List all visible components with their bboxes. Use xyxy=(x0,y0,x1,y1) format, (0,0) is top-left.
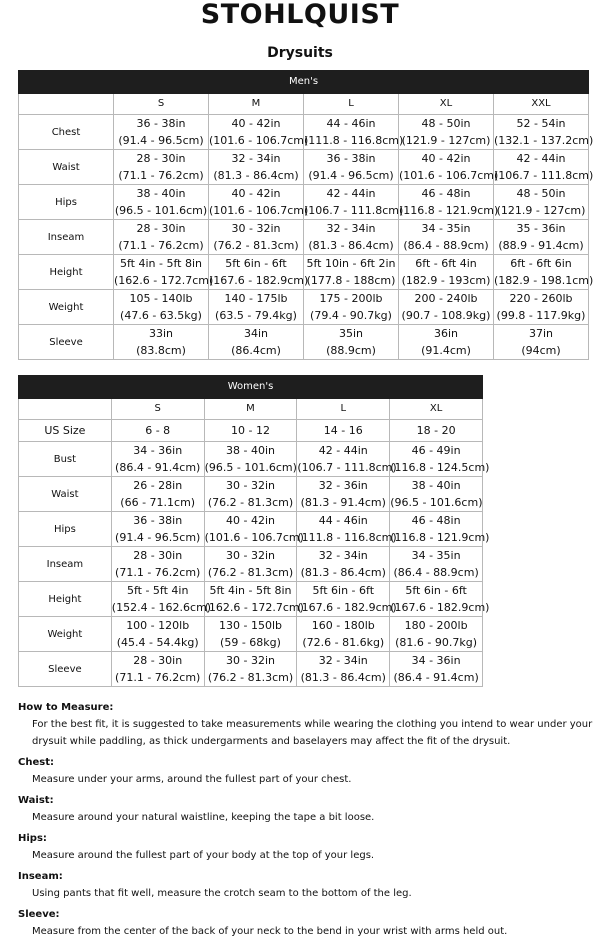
measurement-cell xyxy=(114,255,214,290)
metric-value: (91.4cm) xyxy=(421,344,471,357)
header-corner xyxy=(19,399,112,420)
size-header: XXL xyxy=(494,94,589,115)
measurement-cell xyxy=(297,652,390,687)
row-label: US Size xyxy=(19,420,112,442)
table-row xyxy=(19,150,589,185)
metric-value: (83.8cm) xyxy=(136,344,186,357)
measurement-cell xyxy=(114,220,209,255)
measurement-cell xyxy=(304,220,399,255)
imperial-value: 5ft 6in - 6ft xyxy=(312,584,375,597)
note-hips xyxy=(18,830,598,864)
table-row xyxy=(19,442,483,477)
imperial-value: 38 - 40in xyxy=(136,187,186,200)
imperial-value: 100 - 120lb xyxy=(126,619,190,632)
table-row xyxy=(19,582,483,617)
table-banner-row xyxy=(19,71,589,94)
imperial-value: 160 - 180lb xyxy=(311,619,375,632)
metric-value: (79.4 - 90.7kg) xyxy=(310,309,392,322)
table-banner: Women's xyxy=(19,376,483,399)
imperial-value: 220 - 260lb xyxy=(509,292,573,305)
measurement-cell xyxy=(304,325,399,360)
measurement-cell xyxy=(390,512,490,547)
row-label: Chest xyxy=(19,115,114,150)
measurement-cell xyxy=(390,652,483,687)
metric-value: (81.3 - 86.4cm) xyxy=(300,671,386,684)
metric-value: (167.6 - 182.9cm) xyxy=(209,274,309,287)
measurement-cell xyxy=(111,512,204,547)
note-text: Measure around the fullest part of your body at the top of your legs. xyxy=(32,850,375,861)
measurement-cell xyxy=(390,477,483,512)
note-chest xyxy=(18,754,598,788)
header-corner xyxy=(19,94,114,115)
measurement-cell xyxy=(399,185,499,220)
mens-size-table xyxy=(18,70,594,360)
metric-value: (81.3 - 86.4cm) xyxy=(300,566,386,579)
metric-value: (167.6 - 182.9cm) xyxy=(390,601,490,614)
metric-value: (106.7 - 111.8cm) xyxy=(297,461,397,474)
imperial-value: 38 - 40in xyxy=(411,479,461,492)
metric-value: (59 - 68kg) xyxy=(220,636,281,649)
row-label: Hips xyxy=(19,512,112,547)
imperial-value: 32 - 34in xyxy=(318,654,368,667)
metric-value: (63.5 - 79.4kg) xyxy=(215,309,297,322)
size-header-row xyxy=(19,399,483,420)
note-text: For the best fit, it is suggested to take measurements while wearing the clothing you intend to wear under your drysuit while paddling, as thick undergarments and baselayers may affect the fit of the drysuit. xyxy=(32,719,593,747)
measurement-cell xyxy=(390,617,483,652)
metric-value: (116.8 - 121.9cm) xyxy=(390,531,490,544)
metric-value: (182.9 - 198.1cm) xyxy=(494,274,594,287)
measurement-cell xyxy=(114,115,209,150)
imperial-value: 44 - 46in xyxy=(318,514,368,527)
row-label: Height xyxy=(19,582,112,617)
metric-value: (71.1 - 76.2cm) xyxy=(115,671,201,684)
measurement-cell xyxy=(494,290,589,325)
measurement-cell xyxy=(297,617,390,652)
measurement-cell xyxy=(390,547,483,582)
table-row xyxy=(19,185,589,220)
metric-value: (111.8 - 116.8cm) xyxy=(304,134,404,147)
measurement-cell xyxy=(494,150,594,185)
measurement-cell xyxy=(209,220,304,255)
metric-value: (177.8 - 188cm) xyxy=(306,274,396,287)
size-header: L xyxy=(304,94,399,115)
metric-value: (121.9 - 127cm) xyxy=(496,204,586,217)
imperial-value: 5ft 6in - 6ft xyxy=(225,257,287,270)
measurement-cell xyxy=(204,617,297,652)
metric-value: (86.4 - 91.4cm) xyxy=(115,461,201,474)
measurement-cell xyxy=(304,255,399,290)
measurement-cell xyxy=(297,582,397,617)
table-row xyxy=(19,325,589,360)
metric-value: (47.6 - 63.5kg) xyxy=(120,309,202,322)
row-label: Weight xyxy=(19,290,114,325)
note-sleeve xyxy=(18,906,598,940)
measurement-cell xyxy=(111,477,204,512)
metric-value: (71.1 - 76.2cm) xyxy=(118,239,204,252)
imperial-value: 42 - 44in xyxy=(516,152,566,165)
measurement-cell xyxy=(304,150,399,185)
metric-value: (96.5 - 101.6cm) xyxy=(204,461,297,474)
imperial-value: 30 - 32in xyxy=(226,479,275,492)
measurement-cell xyxy=(304,115,404,150)
note-heading: Hips: xyxy=(18,833,47,844)
metric-value: (86.4 - 91.4cm) xyxy=(393,671,479,684)
metric-value: (45.4 - 54.4kg) xyxy=(116,636,199,649)
measurement-cell xyxy=(209,255,309,290)
imperial-value: 26 - 28in xyxy=(133,479,183,492)
measurement-cell xyxy=(494,115,594,150)
imperial-value: 34in xyxy=(243,327,269,340)
metric-value: (101.6 - 106.7cm) xyxy=(209,204,309,217)
table-row xyxy=(19,547,483,582)
measurement-cell xyxy=(209,290,304,325)
imperial-value: 36 - 38in xyxy=(326,152,376,165)
measurement-cell xyxy=(111,442,204,477)
imperial-value: 28 - 30in xyxy=(136,152,186,165)
imperial-value: 5ft 4in - 5ft 8in xyxy=(120,257,202,270)
table-row xyxy=(19,512,483,547)
imperial-value: 46 - 49in xyxy=(411,444,461,457)
metric-value: (76.2 - 81.3cm) xyxy=(207,566,294,579)
metric-value: (88.9cm) xyxy=(326,344,376,357)
row-label: Height xyxy=(19,255,114,290)
metric-value: (86.4cm) xyxy=(231,344,281,357)
size-header: XL xyxy=(399,94,494,115)
us-size-cell: 18 - 20 xyxy=(390,420,483,442)
measurement-notes xyxy=(18,699,598,944)
imperial-value: 42 - 44in xyxy=(318,444,368,457)
metric-value: (81.3 - 86.4cm) xyxy=(308,239,394,252)
womens-size-table xyxy=(18,375,490,687)
row-label: Waist xyxy=(19,150,114,185)
table-row xyxy=(19,255,589,290)
imperial-value: 48 - 50in xyxy=(516,187,566,200)
imperial-value: 32 - 34in xyxy=(326,222,376,235)
measurement-cell xyxy=(494,220,589,255)
imperial-value: 105 - 140lb xyxy=(129,292,193,305)
measurement-cell xyxy=(297,477,390,512)
measurement-cell xyxy=(399,325,494,360)
metric-value: (81.3 - 86.4cm) xyxy=(213,169,299,182)
measurement-cell xyxy=(111,617,204,652)
measurement-cell xyxy=(204,652,297,687)
imperial-value: 6ft - 6ft 4in xyxy=(415,257,477,270)
metric-value: (101.6 - 106.7cm) xyxy=(399,169,499,182)
metric-value: (162.6 - 172.7cm) xyxy=(114,274,214,287)
row-label: Waist xyxy=(19,477,112,512)
measurement-cell xyxy=(494,255,594,290)
measurement-cell xyxy=(390,442,490,477)
measurement-cell xyxy=(204,547,297,582)
measurement-cell xyxy=(111,547,204,582)
measurement-cell xyxy=(297,442,397,477)
imperial-value: 6ft - 6ft 6in xyxy=(510,257,572,270)
measurement-cell xyxy=(390,582,490,617)
measurement-cell xyxy=(114,185,209,220)
metric-value: (71.1 - 76.2cm) xyxy=(118,169,204,182)
measurement-cell xyxy=(111,582,212,617)
metric-value: (81.3 - 91.4cm) xyxy=(300,496,386,509)
note-text: Measure from the center of the back of your neck to the bend in your wrist with arms held out. xyxy=(32,926,508,937)
imperial-value: 34 - 35in xyxy=(421,222,471,235)
imperial-value: 34 - 36in xyxy=(133,444,183,457)
size-header: XL xyxy=(390,399,483,420)
imperial-value: 46 - 48in xyxy=(421,187,471,200)
imperial-value: 30 - 32in xyxy=(226,549,275,562)
imperial-value: 5ft 6in - 6ft xyxy=(405,584,467,597)
measurement-cell xyxy=(204,582,304,617)
metric-value: (116.8 - 124.5cm) xyxy=(390,461,490,474)
size-header: M xyxy=(209,94,304,115)
note-heading: Waist: xyxy=(18,795,54,806)
imperial-value: 200 - 240lb xyxy=(414,292,478,305)
measurement-cell xyxy=(399,115,494,150)
size-header: M xyxy=(204,399,297,420)
metric-value: (91.4 - 96.5cm) xyxy=(115,531,201,544)
imperial-value: 30 - 32in xyxy=(231,222,281,235)
metric-value: (76.2 - 81.3cm) xyxy=(213,239,299,252)
measurement-cell xyxy=(209,115,309,150)
size-header: S xyxy=(111,399,204,420)
imperial-value: 32 - 34in xyxy=(231,152,281,165)
imperial-value: 5ft 4in - 5ft 8in xyxy=(209,584,292,597)
imperial-value: 28 - 30in xyxy=(133,549,183,562)
imperial-value: 34 - 35in xyxy=(411,549,461,562)
row-label: Sleeve xyxy=(19,652,112,687)
metric-value: (162.6 - 172.7cm) xyxy=(204,601,304,614)
imperial-value: 48 - 50in xyxy=(421,117,471,130)
imperial-value: 30 - 32in xyxy=(226,654,275,667)
row-label: Inseam xyxy=(19,220,114,255)
metric-value: (96.5 - 101.6cm) xyxy=(114,204,208,217)
metric-value: (86.4 - 88.9cm) xyxy=(393,566,479,579)
measurement-cell xyxy=(114,325,209,360)
metric-value: (76.2 - 81.3cm) xyxy=(207,496,294,509)
metric-value: (116.8 - 121.9cm) xyxy=(399,204,499,217)
note-inseam xyxy=(18,868,598,902)
metric-value: (71.1 - 76.2cm) xyxy=(115,566,201,579)
measurement-cell xyxy=(204,512,304,547)
table-row xyxy=(19,290,589,325)
us-size-row xyxy=(19,420,483,442)
imperial-value: 36 - 38in xyxy=(133,514,183,527)
imperial-value: 175 - 200lb xyxy=(319,292,383,305)
imperial-value: 40 - 42in xyxy=(421,152,471,165)
metric-value: (86.4 - 88.9cm) xyxy=(403,239,489,252)
measurement-cell xyxy=(209,185,309,220)
metric-value: (99.8 - 117.9kg) xyxy=(496,309,586,322)
note-heading: Chest: xyxy=(18,757,54,768)
imperial-value: 46 - 48in xyxy=(411,514,461,527)
metric-value: (88.9 - 91.4cm) xyxy=(498,239,584,252)
size-header: L xyxy=(297,399,390,420)
note-text: Using pants that fit well, measure the crotch seam to the bottom of the leg. xyxy=(32,888,412,899)
row-label: Inseam xyxy=(19,547,112,582)
row-label: Weight xyxy=(19,617,112,652)
metric-value: (72.6 - 81.6kg) xyxy=(302,636,385,649)
imperial-value: 38 - 40in xyxy=(226,444,275,457)
metric-value: (94cm) xyxy=(521,344,561,357)
metric-value: (152.4 - 162.6cm) xyxy=(111,601,212,614)
measurement-cell xyxy=(494,185,589,220)
metric-value: (66 - 71.1cm) xyxy=(120,496,196,509)
imperial-value: 180 - 200lb xyxy=(404,619,468,632)
metric-value: (132.1 - 137.2cm) xyxy=(494,134,594,147)
note-heading: Sleeve: xyxy=(18,909,60,920)
table-row xyxy=(19,617,483,652)
measurement-cell xyxy=(111,652,204,687)
metric-value: (91.4 - 96.5cm) xyxy=(118,134,204,147)
us-size-cell: 6 - 8 xyxy=(111,420,204,442)
imperial-value: 28 - 30in xyxy=(136,222,186,235)
table-row xyxy=(19,220,589,255)
metric-value: (167.6 - 182.9cm) xyxy=(297,601,397,614)
measurement-cell xyxy=(297,512,397,547)
note-heading: Inseam: xyxy=(18,871,63,882)
metric-value: (121.9 - 127cm) xyxy=(401,134,491,147)
imperial-value: 32 - 34in xyxy=(318,549,368,562)
note-text: Measure under your arms, around the fullest part of your chest. xyxy=(32,774,352,785)
metric-value: (101.6 - 106.7cm) xyxy=(209,134,309,147)
measurement-cell xyxy=(204,442,297,477)
measurement-cell xyxy=(399,220,494,255)
measurement-cell xyxy=(209,150,304,185)
us-size-cell: 14 - 16 xyxy=(297,420,390,442)
note-how-to-measure xyxy=(18,699,598,750)
imperial-value: 40 - 42in xyxy=(231,117,281,130)
imperial-value: 35in xyxy=(338,327,364,340)
measurement-cell xyxy=(304,185,404,220)
metric-value: (106.7 - 111.8cm) xyxy=(304,204,404,217)
metric-value: (81.6 - 90.7kg) xyxy=(395,636,478,649)
imperial-value: 36 - 38in xyxy=(136,117,186,130)
measurement-cell xyxy=(204,477,297,512)
table-banner-row xyxy=(19,376,483,399)
measurement-cell xyxy=(114,150,209,185)
note-heading: How to Measure: xyxy=(18,702,114,713)
metric-value: (91.4 - 96.5cm) xyxy=(308,169,394,182)
note-text: Measure around your natural waistline, keeping the tape a bit loose. xyxy=(32,812,375,823)
metric-value: (96.5 - 101.6cm) xyxy=(390,496,483,509)
imperial-value: 28 - 30in xyxy=(133,654,183,667)
measurement-cell xyxy=(399,255,494,290)
measurement-cell xyxy=(399,290,494,325)
imperial-value: 35 - 36in xyxy=(516,222,566,235)
row-label: Bust xyxy=(19,442,112,477)
imperial-value: 52 - 54in xyxy=(516,117,566,130)
measurement-cell xyxy=(304,290,399,325)
row-label: Hips xyxy=(19,185,114,220)
imperial-value: 5ft 10in - 6ft 2in xyxy=(306,257,396,270)
measurement-cell xyxy=(494,325,589,360)
imperial-value: 140 - 175lb xyxy=(224,292,288,305)
row-label: Sleeve xyxy=(19,325,114,360)
metric-value: (90.7 - 108.9kg) xyxy=(401,309,491,322)
metric-value: (101.6 - 106.7cm) xyxy=(204,531,304,544)
imperial-value: 36in xyxy=(433,327,459,340)
measurement-cell xyxy=(399,150,499,185)
imperial-value: 33in xyxy=(148,327,174,340)
imperial-value: 40 - 42in xyxy=(226,514,275,527)
us-size-cell: 10 - 12 xyxy=(204,420,297,442)
imperial-value: 130 - 150lb xyxy=(218,619,282,632)
table-row xyxy=(19,115,589,150)
size-header-row xyxy=(19,94,589,115)
metric-value: (111.8 - 116.8cm) xyxy=(297,531,397,544)
imperial-value: 5ft - 5ft 4in xyxy=(126,584,189,597)
size-header: S xyxy=(114,94,209,115)
page-title: Drysuits xyxy=(267,45,333,61)
metric-value: (182.9 - 193cm) xyxy=(401,274,491,287)
imperial-value: 37in xyxy=(528,327,554,340)
metric-value: (106.7 - 111.8cm) xyxy=(494,169,594,182)
imperial-value: 40 - 42in xyxy=(231,187,281,200)
imperial-value: 42 - 44in xyxy=(326,187,376,200)
imperial-value: 44 - 46in xyxy=(326,117,376,130)
table-row xyxy=(19,652,483,687)
table-row xyxy=(19,477,483,512)
imperial-value: 34 - 36in xyxy=(411,654,461,667)
measurement-cell xyxy=(114,290,209,325)
measurement-cell xyxy=(209,325,304,360)
imperial-value: 32 - 36in xyxy=(318,479,368,492)
note-waist xyxy=(18,792,598,826)
metric-value: (76.2 - 81.3cm) xyxy=(207,671,294,684)
table-banner: Men's xyxy=(19,71,589,94)
measurement-cell xyxy=(297,547,390,582)
brand-logo: STOHLQUIST xyxy=(200,0,400,30)
